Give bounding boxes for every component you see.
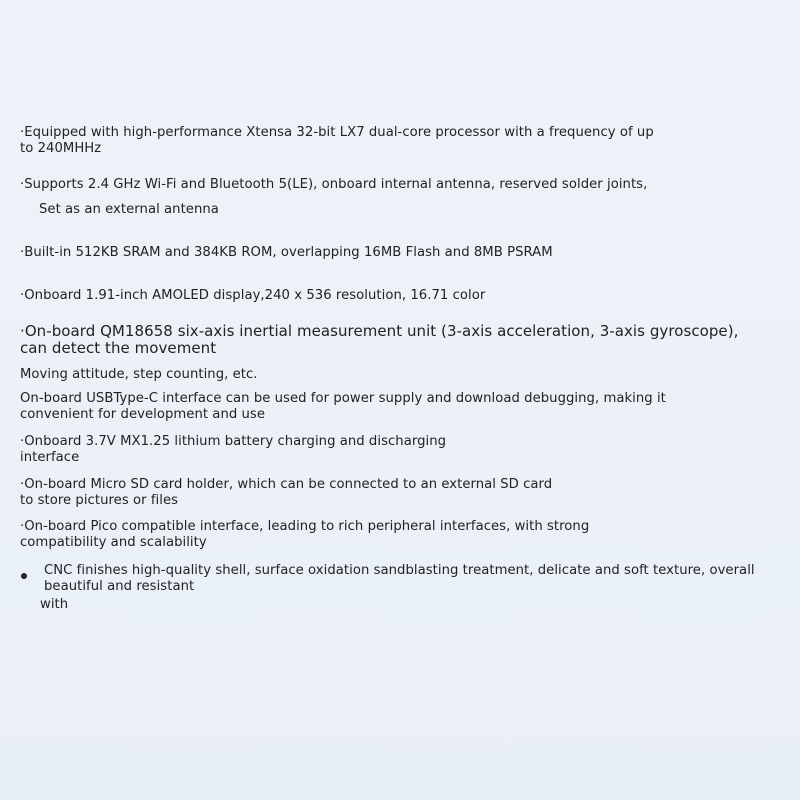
feature-shell xyxy=(44,563,755,595)
feature-imu-detail xyxy=(20,367,258,383)
feature-antenna-note xyxy=(39,202,219,218)
feature-line: ·On-board QM18658 six-axis inertial measurement unit (3-axis acceleration, 3-axis gyroscope), xyxy=(20,322,739,340)
bullet-dot-icon xyxy=(21,573,27,579)
feature-pico xyxy=(20,519,589,551)
feature-imu xyxy=(20,323,738,357)
feature-memory xyxy=(20,245,553,261)
feature-line: ·Onboard 1.91-inch AMOLED display,240 x 536 resolution, 16.71 color xyxy=(20,288,486,303)
feature-battery xyxy=(20,434,446,466)
feature-display xyxy=(20,288,485,304)
feature-line: CNC finishes high-quality shell, surface oxidation sandblasting treatment, delicate and soft texture, overall xyxy=(44,563,755,578)
feature-line: compatibility and scalability xyxy=(20,535,207,550)
feature-line: Set as an external antenna xyxy=(39,202,219,217)
feature-wireless xyxy=(20,177,647,193)
feature-line: with xyxy=(40,597,69,612)
feature-line: ·Supports 2.4 GHz Wi-Fi and Bluetooth 5(LE), onboard internal antenna, reserved solder joints, xyxy=(20,177,648,192)
feature-line: Moving attitude, step counting, etc. xyxy=(20,367,258,382)
feature-line: to 240MHHz xyxy=(20,141,102,156)
feature-processor xyxy=(20,125,654,157)
feature-line: ·Onboard 3.7V MX1.25 lithium battery charging and discharging xyxy=(20,434,447,449)
feature-line: interface xyxy=(20,450,80,465)
feature-usb xyxy=(20,391,666,423)
feature-line: On-board USBType-C interface can be used for power supply and download debugging, making it xyxy=(20,391,666,406)
feature-line: ·Equipped with high-performance Xtensa 32-bit LX7 dual-core processor with a frequency of up xyxy=(20,125,654,140)
feature-line: ·Built-in 512KB SRAM and 384KB ROM, overlapping 16MB Flash and 8MB PSRAM xyxy=(20,245,553,260)
feature-line: to store pictures or files xyxy=(20,493,179,508)
feature-shell-tail xyxy=(40,597,68,613)
feature-line: ·On-board Micro SD card holder, which can be connected to an external SD card xyxy=(20,477,553,492)
feature-line: convenient for development and use xyxy=(20,407,266,422)
feature-line: can detect the movement xyxy=(20,339,217,357)
feature-line: ·On-board Pico compatible interface, leading to rich peripheral interfaces, with strong xyxy=(20,519,590,534)
feature-line: beautiful and resistant xyxy=(44,579,195,594)
feature-sd-card xyxy=(20,477,552,509)
